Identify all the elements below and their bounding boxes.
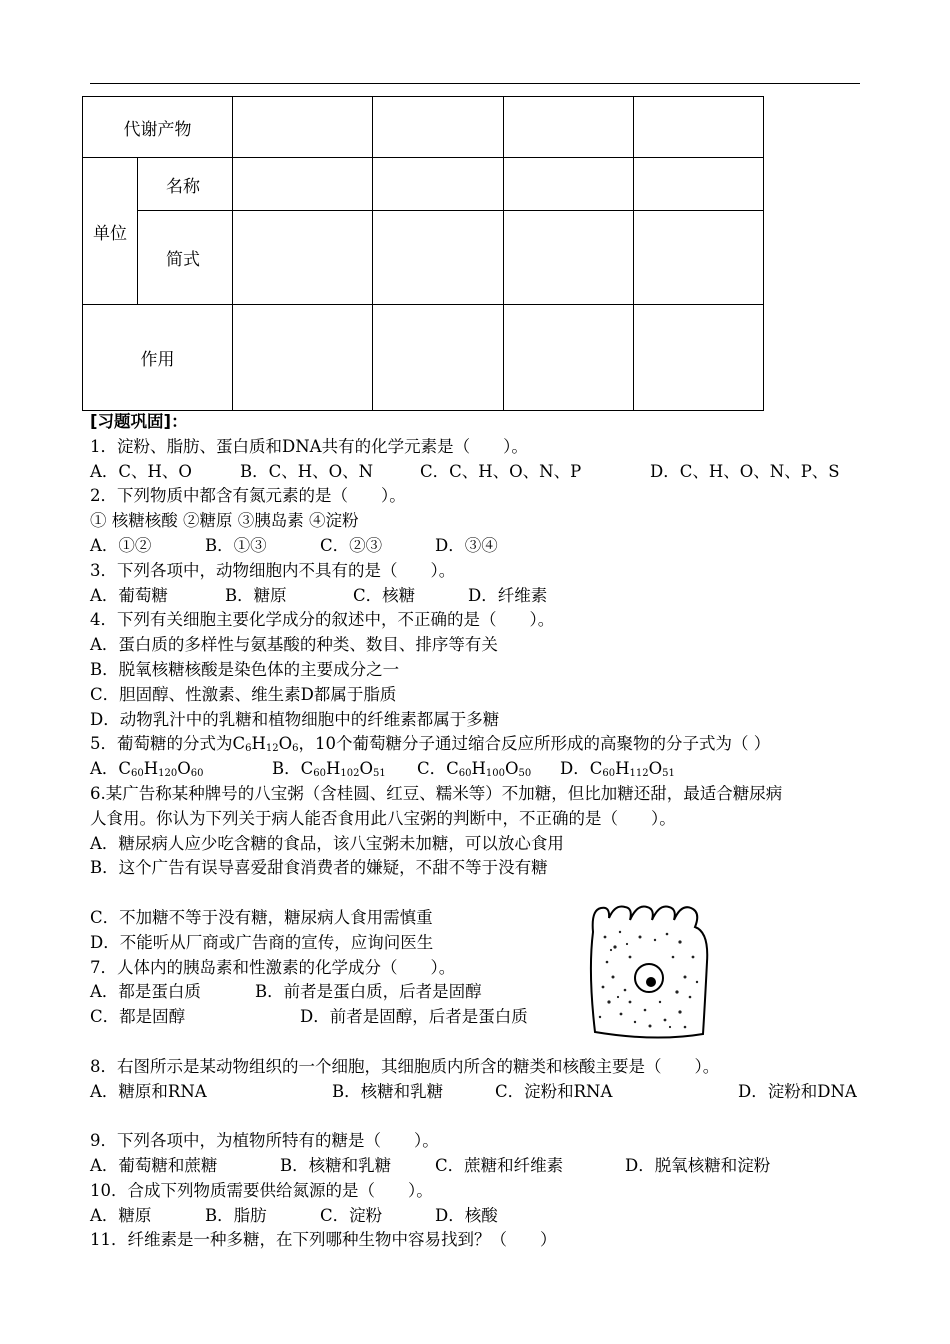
q5-options (90, 757, 870, 782)
option-c: C．核糖 (353, 585, 416, 605)
q6-stem-1: 6.某广告称某种牌号的八宝粥（含桂圆、红豆、糯米等）不加糖，但比加糖还甜，最适合糖尿病 (90, 783, 783, 803)
option-a: A．糖原 (90, 1205, 152, 1225)
table-cell (504, 97, 634, 158)
table-cell (373, 305, 504, 411)
q6-option-b: B．这个广告有误导喜爱甜食消费者的嫌疑，不甜不等于没有糖 (90, 858, 548, 878)
option-b: B．$C_{60}H_{102}O_{51}$ (272, 759, 386, 780)
option-d: D．纤维素 (468, 585, 548, 605)
section-title: [习题巩固]： (90, 412, 188, 431)
q6-option-d: D．不能听从厂商或广告商的宣传，应询问医生 (90, 932, 434, 952)
q4-option-d: D．动物乳汁中的乳糖和植物细胞中的纤维素都属于多糖 (90, 709, 500, 729)
q8-options (90, 1080, 870, 1105)
q8-stem: 8．右图所示是某动物组织的一个细胞，其细胞质内所含的糖类和核酸主要是（ ）。 (90, 1056, 720, 1076)
sub: 12 (265, 743, 279, 755)
q10-stem: 10．合成下列物质需要供给氮源的是（ ）。 (90, 1180, 433, 1200)
option-a: A．糖原和RNA (90, 1081, 207, 1101)
option-d: D．淀粉和DNA (738, 1081, 857, 1101)
option-b: B．核糖和乳糖 (332, 1081, 444, 1101)
q7-options-2 (90, 1005, 870, 1030)
option-c: C．$C_{60}H_{100}O_{50}$ (417, 759, 532, 780)
q1-options (90, 460, 870, 485)
q2-stem: 2．下列物质中都含有氮元素的是（ ）。 (90, 486, 406, 506)
h: H (251, 734, 266, 754)
q4-option-c: C．胆固醇、性激素、维生素D都属于脂质 (90, 684, 397, 704)
option-c: C．蔗糖和纤维素 (435, 1155, 564, 1175)
table-cell (634, 305, 764, 411)
table-cell (233, 158, 373, 211)
o: O (278, 734, 293, 754)
q9-stem: 9．下列各项中，为植物所特有的糖是（ ）。 (90, 1131, 439, 1151)
q10-options (90, 1204, 870, 1229)
table-cell (504, 158, 634, 211)
option-c: C．②③ (320, 535, 383, 555)
q5-stem (90, 732, 870, 757)
row-label-metabolite: 代谢产物 (83, 97, 233, 158)
option-a: A．葡萄糖和蔗糖 (90, 1155, 218, 1175)
option-a: A．①② (90, 535, 152, 555)
option-d: D．前者是固醇，后者是蛋白质 (300, 1007, 528, 1027)
q4-option-a: A．蛋白质的多样性与氨基酸的种类、数目、排序等有关 (90, 635, 498, 655)
table-cell (233, 211, 373, 305)
q4-stem: 4．下列有关细胞主要化学成分的叙述中，不正确的是（ ）。 (90, 610, 555, 630)
option-c: C．都是固醇 (90, 1007, 186, 1027)
option-b: B．核糖和乳糖 (280, 1155, 392, 1175)
option-d: D．$C_{60}H_{112}O_{51}$ (560, 759, 675, 780)
animal-cell-figure (585, 902, 715, 1040)
q7-options-1 (90, 980, 870, 1005)
option-a: A．$C_{60}H_{120}O_{60}$ (90, 759, 204, 780)
table-cell (634, 158, 764, 211)
option-c: C．C、H、O、N、P (420, 461, 582, 481)
table-cell (373, 158, 504, 211)
option-d: D．核酸 (435, 1205, 498, 1225)
q9-options (90, 1154, 870, 1179)
row-label-name: 名称 (138, 158, 233, 211)
row-label-formula: 简式 (138, 211, 233, 305)
q6-stem-2: 人食用。你认为下列关于病人能否食用此八宝粥的判断中，不正确的是（ ）。 (90, 808, 676, 828)
header-rule (90, 83, 860, 84)
table-cell (634, 211, 764, 305)
option-c: C．淀粉和RNA (495, 1081, 613, 1101)
q3-stem: 3．下列各项中，动物细胞内不具有的是（ ）。 (90, 560, 456, 580)
q2-items: ① 核糖核酸 ②糖原 ③胰岛素 ④淀粉 (90, 511, 359, 531)
q7-stem: 7．人体内的胰岛素和性激素的化学成分（ ）。 (90, 957, 456, 977)
option-b: B．脂肪 (205, 1205, 267, 1225)
table-cell (634, 97, 764, 158)
option-b: B．①③ (205, 535, 267, 555)
table-cell (504, 305, 634, 411)
sub: 6 (245, 743, 252, 755)
option-d: D．C、H、O、N、P、S (650, 461, 840, 481)
q1-stem: 1．淀粉、脂肪、蛋白质和DNA共有的化学元素是（ ）。 (90, 436, 528, 456)
q4-option-b: B．脱氧核糖核酸是染色体的主要成分之一 (90, 659, 400, 679)
option-a: A．都是蛋白质 (90, 982, 201, 1002)
q3-options (90, 584, 870, 609)
option-b: B．C、H、O、N (240, 461, 374, 481)
option-d: D．脱氧核糖和淀粉 (625, 1155, 771, 1175)
row-label-unit: 单位 (83, 158, 138, 305)
option-b: B．前者是蛋白质，后者是固醇 (255, 982, 482, 1002)
q2-options (90, 534, 870, 559)
option-a: A．C、H、O (90, 461, 192, 481)
option-c: C．淀粉 (320, 1205, 383, 1225)
metabolite-table (82, 96, 764, 411)
row-label-role: 作用 (83, 305, 233, 411)
table-cell (504, 211, 634, 305)
q11-stem: 11．纤维素是一种多糖，在下列哪种生物中容易找到？（ ） (90, 1230, 557, 1250)
exercise-section (90, 410, 870, 1253)
q5-stem-post: ，10个葡萄糖分子通过缩合反应所形成的高聚物的分子式为（ ） (298, 734, 771, 754)
table-cell (233, 305, 373, 411)
option-b: B．糖原 (225, 585, 287, 605)
sub: 6 (292, 743, 299, 755)
option-a: A．葡萄糖 (90, 585, 168, 605)
table-cell (373, 97, 504, 158)
q5-stem-pre: 5．葡萄糖的分式为C (90, 734, 246, 754)
q6-option-a: A．糖尿病人应少吃含糖的食品，该八宝粥未加糖，可以放心食用 (90, 833, 564, 853)
table-cell (233, 97, 373, 158)
q6-option-c: C．不加糖不等于没有糖，糖尿病人食用需慎重 (90, 907, 433, 927)
table-cell (373, 211, 504, 305)
option-d: D．③④ (435, 535, 498, 555)
nucleolus (646, 977, 656, 987)
